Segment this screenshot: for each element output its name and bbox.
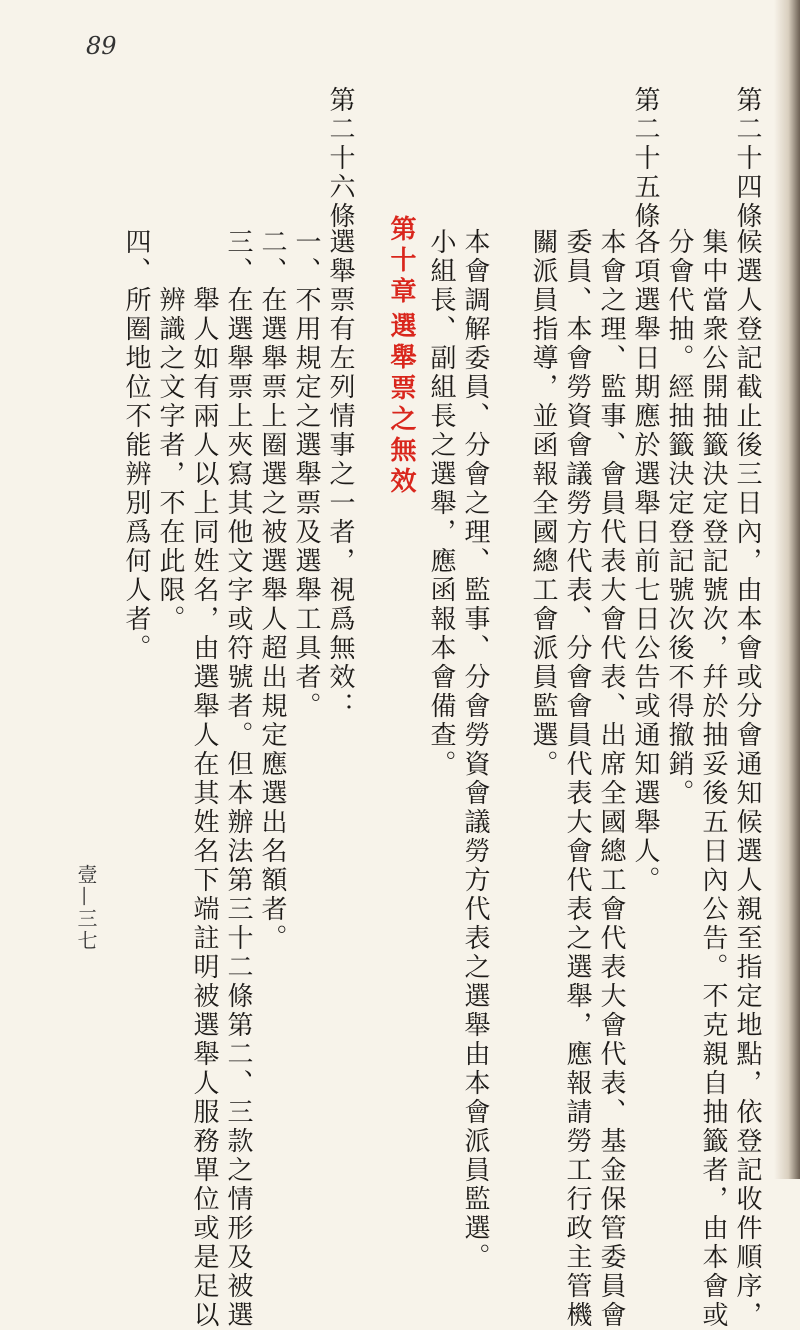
page-folio: 壹—三七 <box>74 864 98 952</box>
page-number: 89 <box>86 32 117 60</box>
article-26-line-1: 選舉票有左列情事之一者，視爲無效： <box>325 228 355 721</box>
article-26-item-3-line-1: 三、在選舉票上夾寫其他文字或符號者。但本辦法第三十二條第二、三款之情形及被選 <box>223 228 253 1330</box>
article-25-line-2: 本會之理、監事、會員代表大會代表、出席全國總工會代表大會代表、基金保管委員會 <box>596 228 626 1330</box>
article-26-item-3-line-2: 舉人如有兩人以上同姓名，由選舉人在其姓名下端註明被選舉人服務單位或是足以 <box>189 228 219 1330</box>
article-24-line-1: 候選人登記截止後三日內，由本會或分會通知候選人親至指定地點，依登記收件順序， <box>732 228 762 1330</box>
book-spine-shadow <box>774 0 800 1179</box>
article-26-item-4: 四、所圈地位不能辨別爲何人者。 <box>121 228 151 663</box>
article-26-item-2: 二、在選舉票上圈選之被選舉人超出規定應選出名額者。 <box>257 228 287 953</box>
article-25-line-4: 關派員指導，並函報全國總工會派員監選。 <box>528 228 558 779</box>
chapter-title: 選舉票之無效 <box>386 312 416 498</box>
article-25-line-1: 各項選舉日期應於選舉日前七日公告或通知選舉人。 <box>630 228 660 895</box>
article-25-line-5: 本會調解委員、分會之理、監事、分會勞資會議勞方代表之選舉由本會派員監選。 <box>460 228 490 1272</box>
article-24-line-3: 分會代抽。經抽籤決定登記號次後不得撤銷。 <box>664 228 694 808</box>
article-26-heading: 第二十六條 <box>325 86 355 231</box>
article-24-line-2: 集中當衆公開抽籤決定登記號次，幷於抽妥後五日內公告。不克親自抽籤者，由本會或 <box>698 228 728 1330</box>
article-26-item-3-line-3: 辨識之文字者，不在此限。 <box>155 228 185 634</box>
article-26-item-1: 一、不用規定之選舉票及選舉工具者。 <box>291 228 321 721</box>
chapter-number: 第十章 <box>386 215 416 308</box>
article-25-heading: 第二十五條 <box>630 86 660 231</box>
article-25-line-6: 小組長、副組長之選舉，應函報本會備查。 <box>426 228 456 779</box>
article-24-heading: 第二十四條 <box>732 86 762 231</box>
article-25-line-3: 委員、本會勞資會議勞方代表、分會會員代表大會代表之選舉，應報請勞工行政主管機 <box>562 228 592 1330</box>
